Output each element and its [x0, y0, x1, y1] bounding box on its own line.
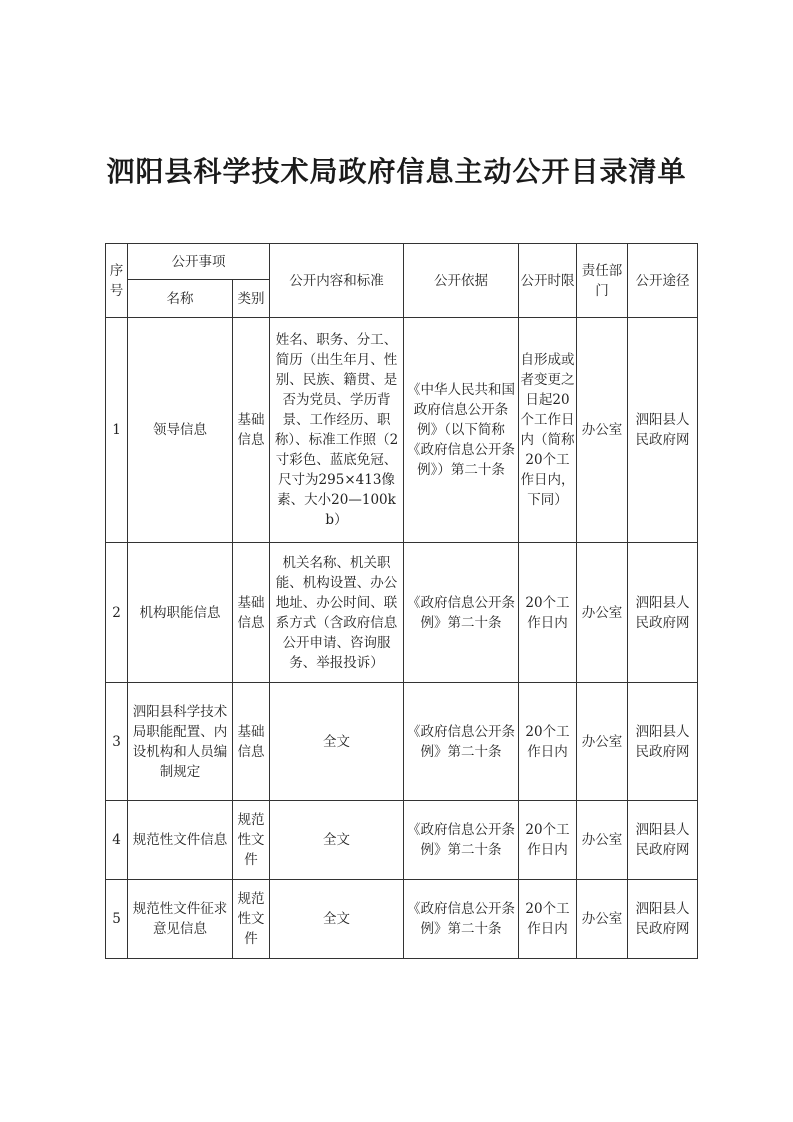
- cell-time-limit: 20个工作日内: [519, 880, 577, 959]
- header-department: 责任部门: [577, 244, 628, 318]
- cell-category: 基础信息: [233, 543, 270, 683]
- cell-department: 办公室: [577, 801, 628, 880]
- cell-channel: 泗阳县人民政府网: [628, 683, 698, 801]
- table-row: [106, 683, 698, 801]
- cell-seq: 3: [106, 683, 128, 801]
- cell-category: 规范性文件: [233, 880, 270, 959]
- cell-name: 规范性文件征求意见信息: [128, 880, 233, 959]
- cell-seq: 1: [106, 318, 128, 543]
- cell-channel: 泗阳县人民政府网: [628, 318, 698, 543]
- cell-basis: 《政府信息公开条例》第二十条: [404, 683, 519, 801]
- cell-seq: 4: [106, 801, 128, 880]
- cell-basis: 《政府信息公开条例》第二十条: [404, 880, 519, 959]
- cell-seq: 2: [106, 543, 128, 683]
- header-seq: 序号: [106, 244, 128, 318]
- header-category: 类别: [233, 280, 270, 318]
- table-row: [106, 880, 698, 959]
- cell-category: 基础信息: [233, 683, 270, 801]
- cell-basis: 《政府信息公开条例》第二十条: [404, 543, 519, 683]
- header-time-limit: 公开时限: [519, 244, 577, 318]
- cell-time-limit: 20个工作日内: [519, 683, 577, 801]
- cell-department: 办公室: [577, 543, 628, 683]
- cell-department: 办公室: [577, 318, 628, 543]
- header-item-group: 公开事项: [128, 244, 270, 280]
- cell-time-limit: 自形成或者变更之日起20个工作日内（简称20个工作日内，下同）: [519, 318, 577, 543]
- header-row: [106, 244, 698, 280]
- cell-content: 全文: [270, 880, 404, 959]
- header-name: 名称: [128, 280, 233, 318]
- header-content: 公开内容和标准: [270, 244, 404, 318]
- page-title: 泗阳县科学技术局政府信息主动公开目录清单: [106, 155, 687, 188]
- cell-name: 规范性文件信息: [128, 801, 233, 880]
- cell-time-limit: 20个工作日内: [519, 801, 577, 880]
- cell-name: 机构职能信息: [128, 543, 233, 683]
- cell-basis: 《政府信息公开条例》第二十条: [404, 801, 519, 880]
- cell-content: 全文: [270, 683, 404, 801]
- table-row: [106, 801, 698, 880]
- cell-content: 姓名、职务、分工、简历（出生年月、性别、民族、籍贯、是否为党员、学历背景、工作经历、职称）、标准工作照（2寸彩色、蓝底免冠、尺寸为295×413像素、大小20—100kb）: [270, 318, 404, 543]
- cell-category: 规范性文件: [233, 801, 270, 880]
- cell-name: 领导信息: [128, 318, 233, 543]
- cell-channel: 泗阳县人民政府网: [628, 880, 698, 959]
- header-basis: 公开依据: [404, 244, 519, 318]
- cell-basis: 《中华人民共和国政府信息公开条例》（以下简称《政府信息公开条例》）第二十条: [404, 318, 519, 543]
- cell-content: 机关名称、机关职能、机构设置、办公地址、办公时间、联系方式（含政府信息公开申请、咨询服务、举报投诉）: [270, 543, 404, 683]
- header-channel: 公开途径: [628, 244, 698, 318]
- table-row: [106, 318, 698, 543]
- cell-department: 办公室: [577, 683, 628, 801]
- cell-time-limit: 20个工作日内: [519, 543, 577, 683]
- cell-department: 办公室: [577, 880, 628, 959]
- disclosure-table: [105, 243, 698, 959]
- cell-category: 基础信息: [233, 318, 270, 543]
- cell-channel: 泗阳县人民政府网: [628, 801, 698, 880]
- cell-content: 全文: [270, 801, 404, 880]
- cell-seq: 5: [106, 880, 128, 959]
- cell-channel: 泗阳县人民政府网: [628, 543, 698, 683]
- table-row: [106, 543, 698, 683]
- cell-name: 泗阳县科学技术局职能配置、内设机构和人员编制规定: [128, 683, 233, 801]
